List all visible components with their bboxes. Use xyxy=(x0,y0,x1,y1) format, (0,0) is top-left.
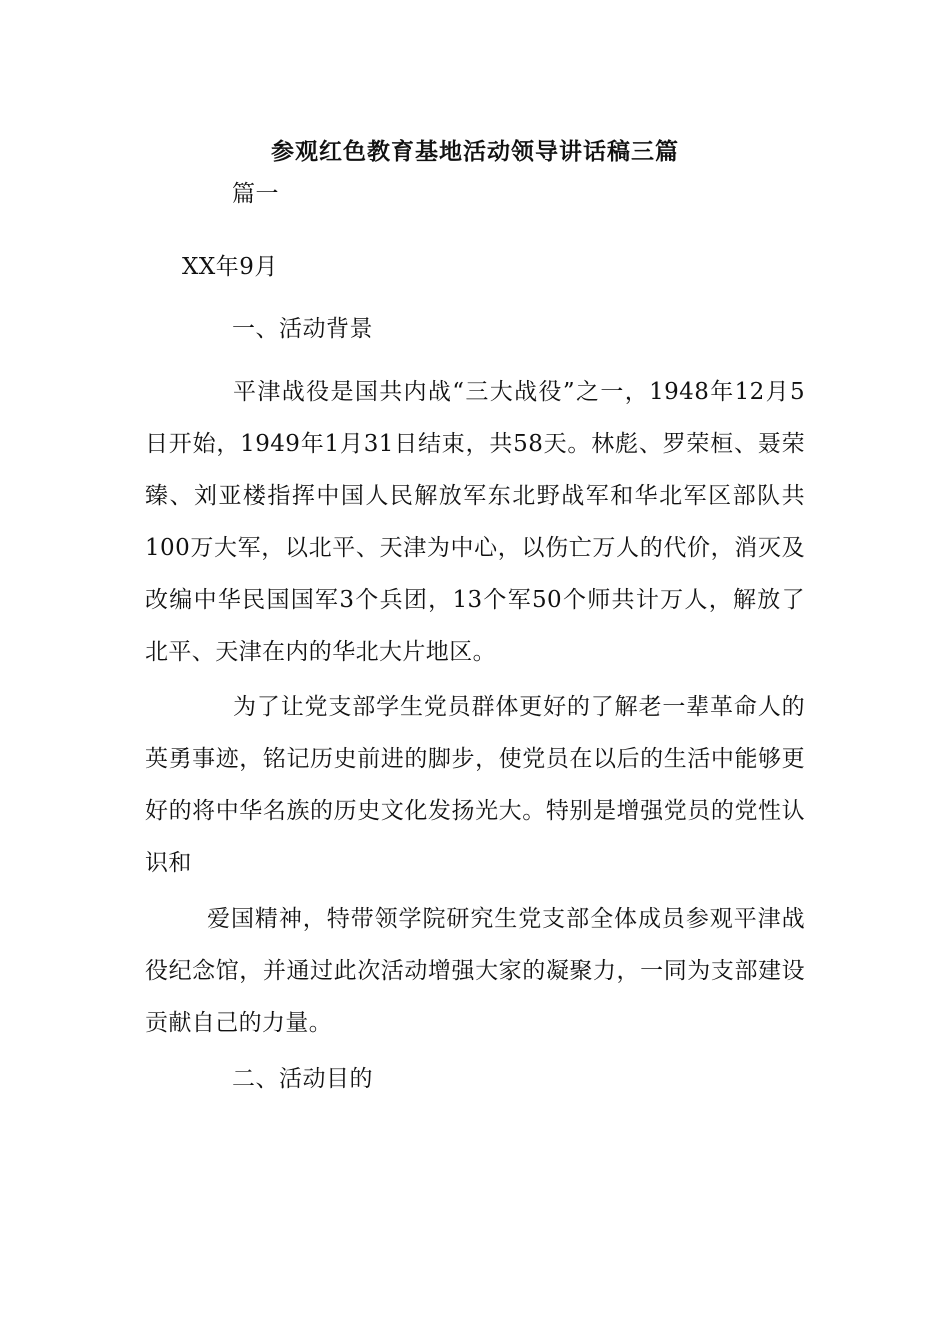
paragraph-background: 平津战役是国共内战“三大战役”之一，1948年12月5日开始，1949年1月31日结束，共58天。林彪、罗荣桓、聂荣臻、刘亚楼指挥中国人民解放军东北野战军和华北军区部队共100万大军，以北平、天津为中心，以伤亡万人的代价，消灭及改编中华民国国军3个兵团，13个军50个师共计万人，解放了北平、天津在内的华北大片地区。 xyxy=(145,379,805,665)
paragraph-purpose-intro: 为了让党支部学生党员群体更好的了解老一辈革命人的英勇事迹，铭记历史前进的脚步，使党员在以后的生活中能够更好的将中华名族的历史文化发扬光大。特别是增强党员的党性认识和 xyxy=(145,694,805,876)
paragraph-patriotism: 爱国精神，特带领学院研究生党支部全体成员参观平津战役纪念馆，并通过此次活动增强大家的凝聚力，一同为支部建设贡献自己的力量。 xyxy=(145,906,805,1036)
section-label: 篇一 xyxy=(232,181,279,207)
heading-purpose: 二、活动目的 xyxy=(232,1066,373,1092)
document-date: XX年9月 xyxy=(182,254,278,280)
heading-background: 一、活动背景 xyxy=(232,316,373,342)
document-title: 参观红色教育基地活动领导讲话稿三篇 xyxy=(271,138,679,165)
